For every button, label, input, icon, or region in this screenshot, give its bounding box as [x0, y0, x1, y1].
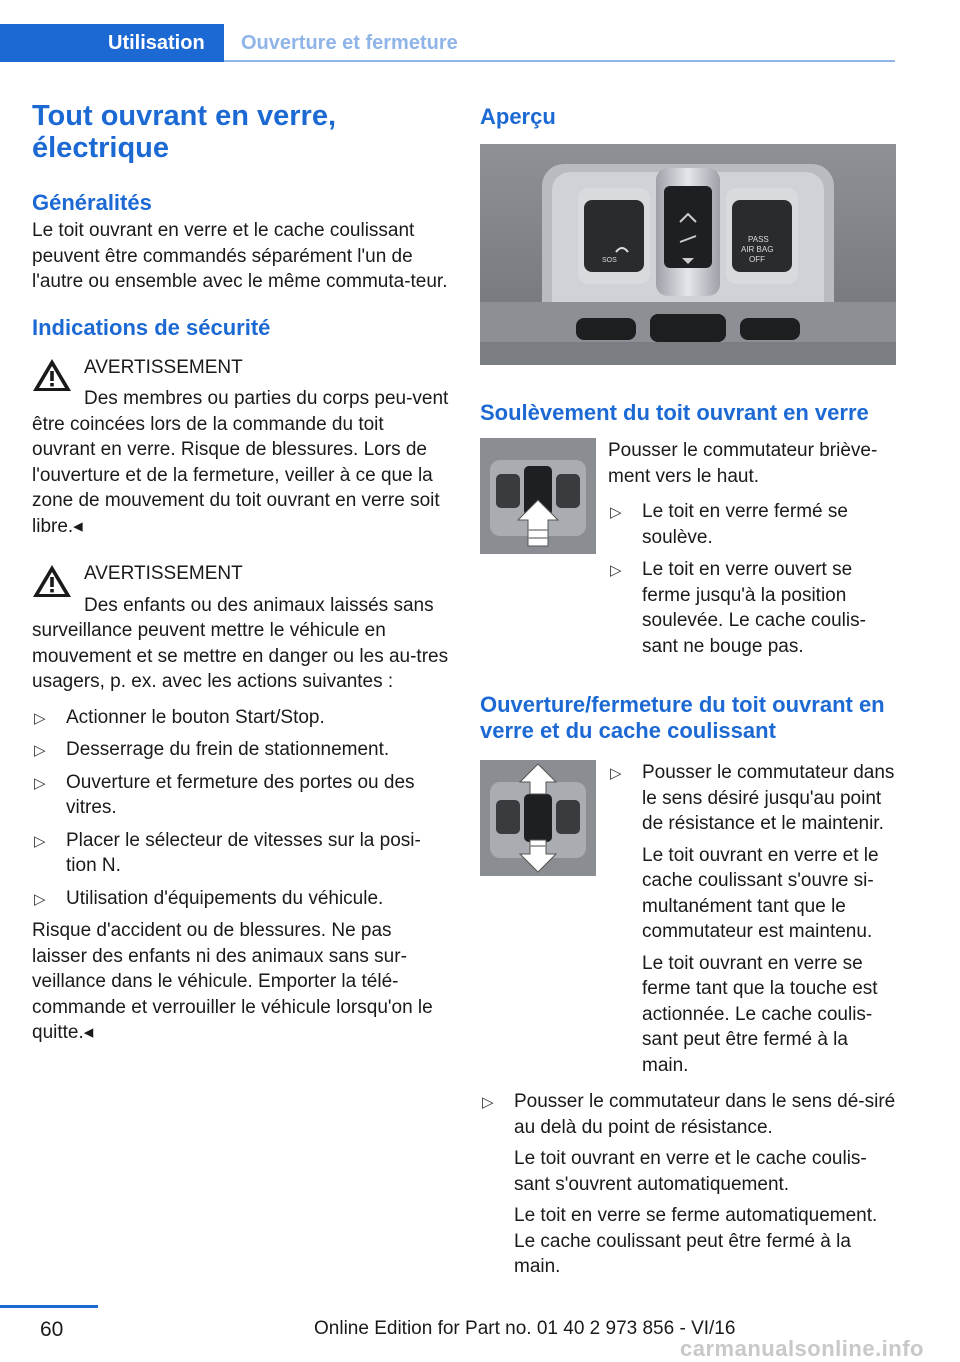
warning-block-1	[32, 355, 450, 540]
page-number: 60	[40, 1318, 64, 1341]
list-item: ▷ Le toit en verre fermé se soulève.	[610, 501, 848, 548]
switch-push-both-ways-illustration	[480, 760, 596, 876]
airbag-label: AIR BAG	[741, 245, 774, 254]
watermark: carmanualsonline.info	[680, 1336, 924, 1361]
heading-safety: Indications de sécurité	[32, 314, 271, 340]
edition-note: Online Edition for Part no. 01 40 2 973 856 - VI/16	[314, 1318, 736, 1339]
open-close-list	[608, 760, 896, 1078]
section-tab-active: Utilisation	[0, 24, 224, 62]
triangle-bullet-icon: ▷	[34, 890, 46, 908]
open-close-row	[480, 760, 896, 1085]
warning-conclusion: Risque d'accident ou de blessures. Ne pas laisser des enfants ni des animaux sans sur-veillance dans le véhicule. Emporter la télé-commande et verrouiller le véhicule lorsqu'on le quitte.◂	[32, 920, 433, 1043]
paragraph-general: Le toit ouvrant en verre et le cache coulissant peuvent être commandés séparément l'un de l'autre ou ensemble avec le même commuta-teur.	[32, 220, 448, 292]
right-column	[480, 100, 896, 1287]
pass-label: PASS	[748, 235, 769, 244]
page-title: Tout ouvrant en verre, électrique	[32, 100, 337, 164]
warning-triangle-icon	[32, 357, 72, 393]
footer-rule	[0, 1305, 98, 1308]
list-item: ▷ Desserrage du frein de stationnement.	[32, 737, 450, 763]
triangle-bullet-icon: ▷	[34, 774, 46, 792]
heading-general: Généralités	[32, 190, 152, 215]
warning-action-list	[32, 705, 450, 912]
triangle-bullet-icon: ▷	[610, 562, 622, 579]
list-item: ▷ Ouverture et fermeture des portes ou des vitres.	[34, 771, 415, 818]
list-item: ▷ Utilisation d'équipements du véhicule.	[32, 886, 450, 912]
sos-label: SOS	[602, 257, 617, 264]
overhead-console-photo	[480, 144, 896, 365]
warning-text: Des membres ou parties du corps peu-vent être coincées lors de la commande du toit ouvrant en verre. Risque de blessures. Lors de l'ouverture et de la fermeture, veiller à ce que la zone de mouvement du toit ouvrant en verre soit libre.◂	[32, 388, 449, 537]
triangle-bullet-icon: ▷	[34, 709, 46, 727]
paragraph-lift: Pousser le commutateur briève-ment vers le haut.	[608, 440, 878, 487]
list-item: ▷ Pousser le commutateur dans le sens dé-siré au delà du point de résistance. Le toit ouvrant en verre et le cache coulis-sant s'ouvrent automatiquement. Le toit en verre se ferme automatiquement. Le cache coulissant peut être fermé à la main.	[482, 1091, 896, 1277]
switch-push-up-illustration	[480, 438, 596, 554]
triangle-bullet-icon: ▷	[610, 765, 622, 782]
lift-row	[480, 438, 896, 666]
list-item: ▷ Pousser le commutateur dans le sens désiré jusqu'au point de résistance et le maintenir. Le toit ouvrant en verre et le cache coulissant s'ouvre si-multanément tant que le commutateur est maintenu. Le toit ouvrant en verre se ferme tant que la touche est actionnée. Le cache coulis-sant peut être fermé à la main.	[610, 762, 895, 1076]
warning-title: AVERTISSEMENT	[84, 356, 243, 378]
warning-triangle-icon	[32, 563, 72, 599]
heading-open-close: Ouverture/fermeture du toit ouvrant en verre et du cache coulissant	[480, 692, 885, 743]
heading-overview: Aperçu	[480, 104, 556, 129]
off-label: OFF	[749, 255, 765, 264]
triangle-bullet-icon: ▷	[34, 742, 46, 759]
triangle-bullet-icon: ▷	[34, 832, 46, 850]
warning-text: Des enfants ou des animaux laissés sans surveillance peuvent mettre le véhicule en mouvement et se mettre en danger ou les au-tres usagers, p. ex. avec les actions suivantes :	[32, 594, 449, 692]
left-column	[32, 100, 450, 1046]
list-item: ▷ Le toit en verre ouvert se ferme jusqu'à la position soulevée. Le cache coulis-sant ne bouge pas.	[610, 559, 866, 657]
page-header	[0, 24, 895, 62]
section-tab-chapter: Ouverture et fermeture	[241, 32, 458, 54]
list-item: ▷ Placer le sélecteur de vitesses sur la posi-tion N.	[34, 829, 421, 876]
list-item: ▷ Actionner le bouton Start/Stop.	[32, 705, 450, 731]
warning-block-2	[32, 561, 450, 1046]
heading-lift: Soulèvement du toit ouvrant en verre	[480, 400, 869, 425]
lift-list	[608, 499, 896, 659]
triangle-bullet-icon: ▷	[610, 504, 622, 521]
header-rule	[224, 60, 895, 62]
automatic-list	[480, 1089, 896, 1280]
warning-title: AVERTISSEMENT	[84, 563, 243, 584]
triangle-bullet-icon: ▷	[482, 1094, 494, 1111]
